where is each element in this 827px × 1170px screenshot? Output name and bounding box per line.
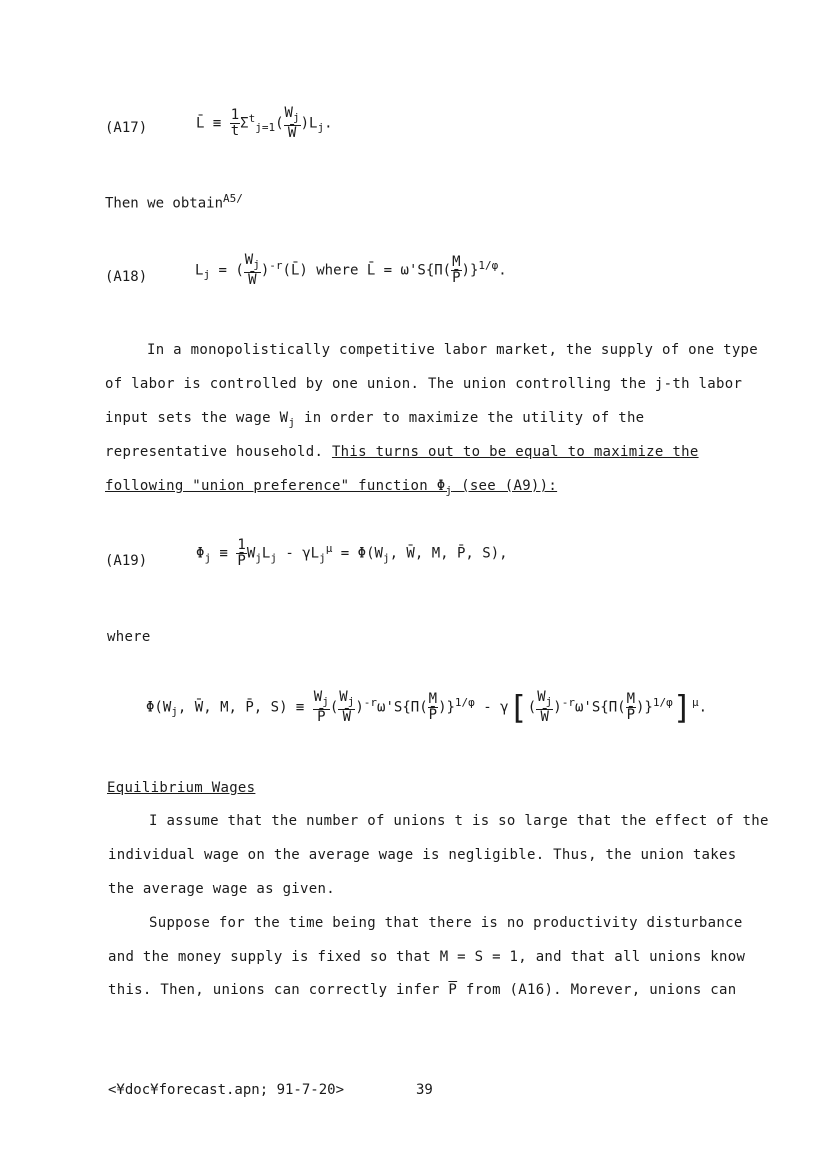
a17-ratio-num: W [284,105,293,121]
a17-ratio-den: W̄ [287,124,297,141]
equation-a17: L̄ ≡ $\frac{1}{t}$ $\Sigma^t_{j=1}$( $\frac{W_j}{W̄}$ )$L_j$. [196,105,333,141]
para1-line2: of labor is controlled by one union. The union controlling the j-th labor [105,376,743,392]
section-heading: Equilibrium Wages [107,780,256,796]
phi-left-bracket: [ [508,688,528,727]
para2-line3: the average wage as given. [108,881,335,897]
para2-line2: individual wage on the average wage is negligible. Thus, the union takes [108,847,737,863]
a17-sum-from: j=1 [255,121,276,135]
where-text: where [107,629,151,645]
then-line [105,192,243,212]
a17-tail: L [309,115,318,132]
equation-a19: $\Phi_j$ ≡ $\frac{1}{P̄}$ $W_jL_j - \gamma L_j^\mu = \Phi(W_j$, W̄, M, P̄, S), [196,537,508,569]
para3-line3: this. Then, unions can correctly infer $\overline{P}$ from (A16). Morever, unions can [108,982,737,998]
para1-line5 [105,478,557,497]
phi-right-bracket: ] [672,688,692,727]
phi-frac2: $\frac{W_j}{W̄}$ [339,689,355,725]
para3-line2: and the money supply is fixed so that M = S = 1, and that all unions know [108,949,746,965]
equation-label-a19: (A19) [105,553,148,569]
p-bar-symbol: $\overline{P}$ [448,982,458,998]
a17-ratio: $\frac{W_j}{W̄}$ [284,105,300,141]
a18-ratio: $\frac{W_j}{W̄}$ [244,252,260,288]
para1-line3: input sets the wage $W_j$ in order to maximize the utility of the [105,410,645,429]
footnote-ref-a5: A5/ [223,192,243,205]
a17-frac-num: 1 [230,106,240,123]
para3-line1: Suppose for the time being that there is no productivity disturbance [149,915,743,931]
equation-label-a18: (A18) [105,269,148,285]
a17-lhs: L̄ ≡ [196,115,222,132]
footer-path: <¥doc¥forecast.apn; 91-7-20> [108,1082,345,1098]
then-text: Then we obtain [105,195,224,212]
phi-frac3: $\frac{W_j}{W̄}$ [537,689,553,725]
a17-frac-den: t [230,122,240,139]
a19-fraction: $\frac{1}{P̄}$ [237,537,246,569]
para1-underlined-a: This turns out to be equal to maximize the [331,444,699,460]
a17-fraction [230,108,240,139]
phi-mp2: $\frac{M}{P̄}$ [626,690,635,723]
para1-line4: representative household. This turns out to be equal to maximize the [105,444,699,460]
equation-phi: $\Phi(W_j$, W̄, M, P̄, S) ≡ $\frac{W_j}{P̄}$ ( $\frac{W_j}{W̄}$ )$^{-r}$ω'S{Π( $\frac{M}{P̄}$ )}$^{1/\varphi}$ - γ[( $\frac{W_j}{W̄}$ )$^{-r}$ω'S{Π( $\frac{M}{P̄}$ )}$^{1/\varphi}$]$^\mu$. [146,688,708,727]
phi-frac1: $\frac{W_j}{P̄}$ [313,689,329,725]
a17-sum-to: t [248,111,256,125]
page-number: 39 [416,1082,433,1098]
para1-line1: In a monopolistically competitive labor market, the supply of one type [147,342,759,358]
equation-a18: $L_j$ = ( $\frac{W_j}{W̄}$ )$^{-r}$(L̄) where L̄ = ω'S{Π( $\frac{M}{P̄}$ )}$^{1/\varphi}$. [195,252,507,288]
a18-mp: $\frac{M}{P̄}$ [452,253,461,286]
equation-label-a17: (A17) [105,120,148,136]
para1-underlined-b: following "union preference" function $\Phi_j$ (see (A9)): [105,478,558,497]
phi-mp1: $\frac{M}{P̄}$ [428,690,438,723]
para2-line1: I assume that the number of unions t is so large that the effect of the [149,813,769,829]
